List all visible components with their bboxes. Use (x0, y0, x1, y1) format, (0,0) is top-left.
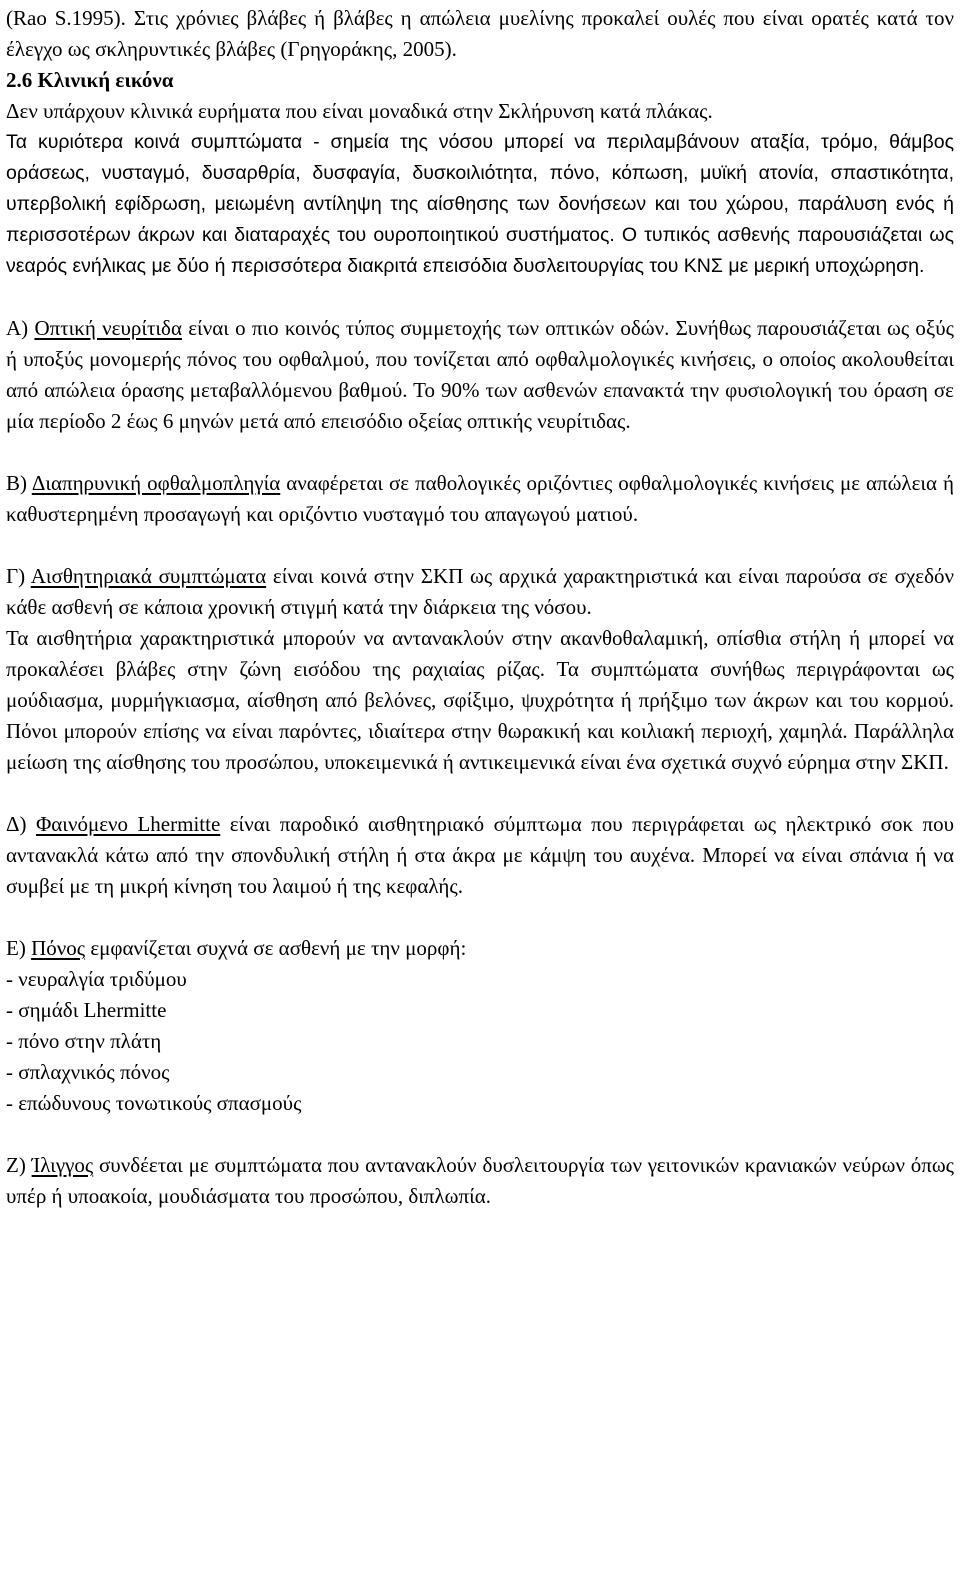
list-item: - νευραλγία τριδύμου (6, 967, 187, 991)
list-item: - επώδυνους τονωτικούς σπασμούς (6, 1091, 302, 1115)
item-a-paragraph (6, 313, 954, 437)
item-b-text: αναφέρεται σε παθολογικές οριζόντιες οφθαλμολογικές κινήσεις με απώλεια ή καθυστερημένη προσαγωγή και οριζόντιο νυσταγμό του απαγωγού ματιού. (6, 471, 954, 526)
item-d-paragraph (6, 809, 954, 902)
item-f-paragraph (6, 1150, 954, 1212)
item-d-term: Φαινόμενο Lhermitte (35, 812, 221, 836)
item-e-prefix: Ε) (6, 936, 32, 960)
list-item: - σπλαχνικός πόνος (6, 1060, 170, 1084)
item-c-term: Αισθητηριακά συμπτώματα (30, 564, 267, 588)
item-e-text: εμφανίζεται συχνά σε ασθενή με την μορφή: (85, 936, 467, 960)
item-e-term: Πόνος (31, 936, 86, 960)
item-d-prefix: Δ) (6, 812, 36, 836)
item-c-text: είναι κοινά στην ΣΚΠ ως αρχικά χαρακτηριστικά και είναι παρούσα σε σχεδόν κάθε ασθενή σε κάποια χρονική στιγμή κατά την διάρκεια της νόσου. (6, 564, 954, 619)
section-heading: 2.6 Κλινική εικόνα (6, 68, 174, 92)
item-b-prefix: Β) (6, 471, 32, 495)
symptoms-paragraph: Τα κυριότερα κοινά συμπτώματα - σημεία της νόσου μπορεί να περιλαμβάνουν αταξία, τρόμο, θάμβος οράσεως, νυσταγμό, δυσαρθρία, δυσφαγία, δυσκοιλιότητα, πόνο, κόπωση, μυϊκή ατονία, σπαστικότητα, υπερβολική εφίδρωση, μειωμένη αντίληψη της αίσθησης των δονήσεων και του χώρου, παράλυση ενός ή περισσοτέρων άκρων και διαταραχές του ουροποιητικού συστήματος. Ο τυπικός ασθενής παρουσιάζεται ως νεαρός ενήλικας με δύο ή περισσότερα διακριτά επεισόδια δυσλειτουργίας του ΚΝΣ με μερική υποχώρηση. (6, 131, 954, 277)
spacer (6, 902, 954, 933)
spacer (6, 778, 954, 809)
list-item: - πόνο στην πλάτη (6, 1029, 162, 1053)
item-b-paragraph (6, 468, 954, 530)
item-c-extra-paragraph: Τα αισθητήρια χαρακτηριστικά μπορούν να αντανακλούν στην ακανθοθαλαμική, οπίσθια στήλη ή μπορεί να προκαλέσει βλάβες στην ζώνη εισόδου της ραχιαίας ρίζας. Τα συμπτώματα συνήθως περιγράφονται ως μούδιασμα, μυρμήγκιασμα, αίσθηση από βελόνες, σφίξιμο, ψυχρότητα ή πρήξιμο των άκρων και του κορμού. Πόνοι μπορούν επίσης να είναι παρόντες, ιδιαίτερα στην θωρακική και κοιλιακή περιοχή, χαμηλά. Παράλληλα μείωση της αίσθησης του προσώπου, υποκειμενικά ή αντικειμενικά είναι ένα σχετικά συχνό εύρημα στην ΣΚΠ. (6, 626, 954, 774)
item-d-text: είναι παροδικό αισθητηριακό σύμπτωμα που περιγράφεται ως ηλεκτρικό σοκ που αντανακλά κάτω από την σπονδυλική στήλη ή στα άκρα με κάμψη του αυχένα. Μπορεί να είναι σπάνια ή να συμβεί με τη μικρή κίνηση του λαιμού ή της κεφαλής. (6, 812, 955, 898)
spacer (6, 437, 954, 468)
item-f-text: συνδέεται με συμπτώματα που αντανακλούν δυσλειτουργία των γειτονικών κρανιακών νεύρων όπως υπέρ ή υποακοία, μουδιάσματα του προσώπου, διπλωπία. (6, 1153, 954, 1208)
list-item: - σημάδι Lhermitte (6, 998, 167, 1022)
spacer (6, 1119, 954, 1150)
intro-paragraph: (Rao S.1995). Στις χρόνιες βλάβες ή βλάβες η απώλεια μυελίνης προκαλεί ουλές που είναι ορατές κατά τον έλεγχο ως σκληρυντικές βλάβες (Γρηγοράκης, 2005). (6, 6, 954, 61)
item-f-prefix: Ζ) (6, 1153, 32, 1177)
spacer (6, 282, 954, 313)
item-c-paragraph (6, 561, 954, 623)
item-a-prefix: Α) (6, 316, 35, 340)
item-f-term: Ίλιγγος (31, 1153, 94, 1177)
item-b-term: Διαπηρυνική οφθαλμοπληγία (31, 471, 281, 495)
item-c-prefix: Γ) (6, 564, 31, 588)
spacer (6, 530, 954, 561)
lead-sentence: Δεν υπάρχουν κλινικά ευρήματα που είναι μοναδικά στην Σκλήρυνση κατά πλάκας. (6, 99, 713, 123)
item-a-term: Οπτική νευρίτιδα (34, 316, 182, 340)
item-e-paragraph (6, 933, 954, 964)
item-a-text: είναι ο πιο κοινός τύπος συμμετοχής των οπτικών οδών. Συνήθως παρουσιάζεται ως οξύς ή υποξύς μονομερής πόνος του οφθαλμού, που τονίζεται από οφθαλμολογικές κινήσεις, ο οποίος ακολουθείται από απώλεια όρασης μεταβαλλόμενου βαθμού. Το 90% των ασθενών επανακτά την φυσιολογική του όραση σε μία περίοδο 2 έως 6 μηνών μετά από επεισόδιο οξείας οπτικής νευρίτιδας. (6, 316, 954, 433)
pain-list (6, 964, 954, 1119)
